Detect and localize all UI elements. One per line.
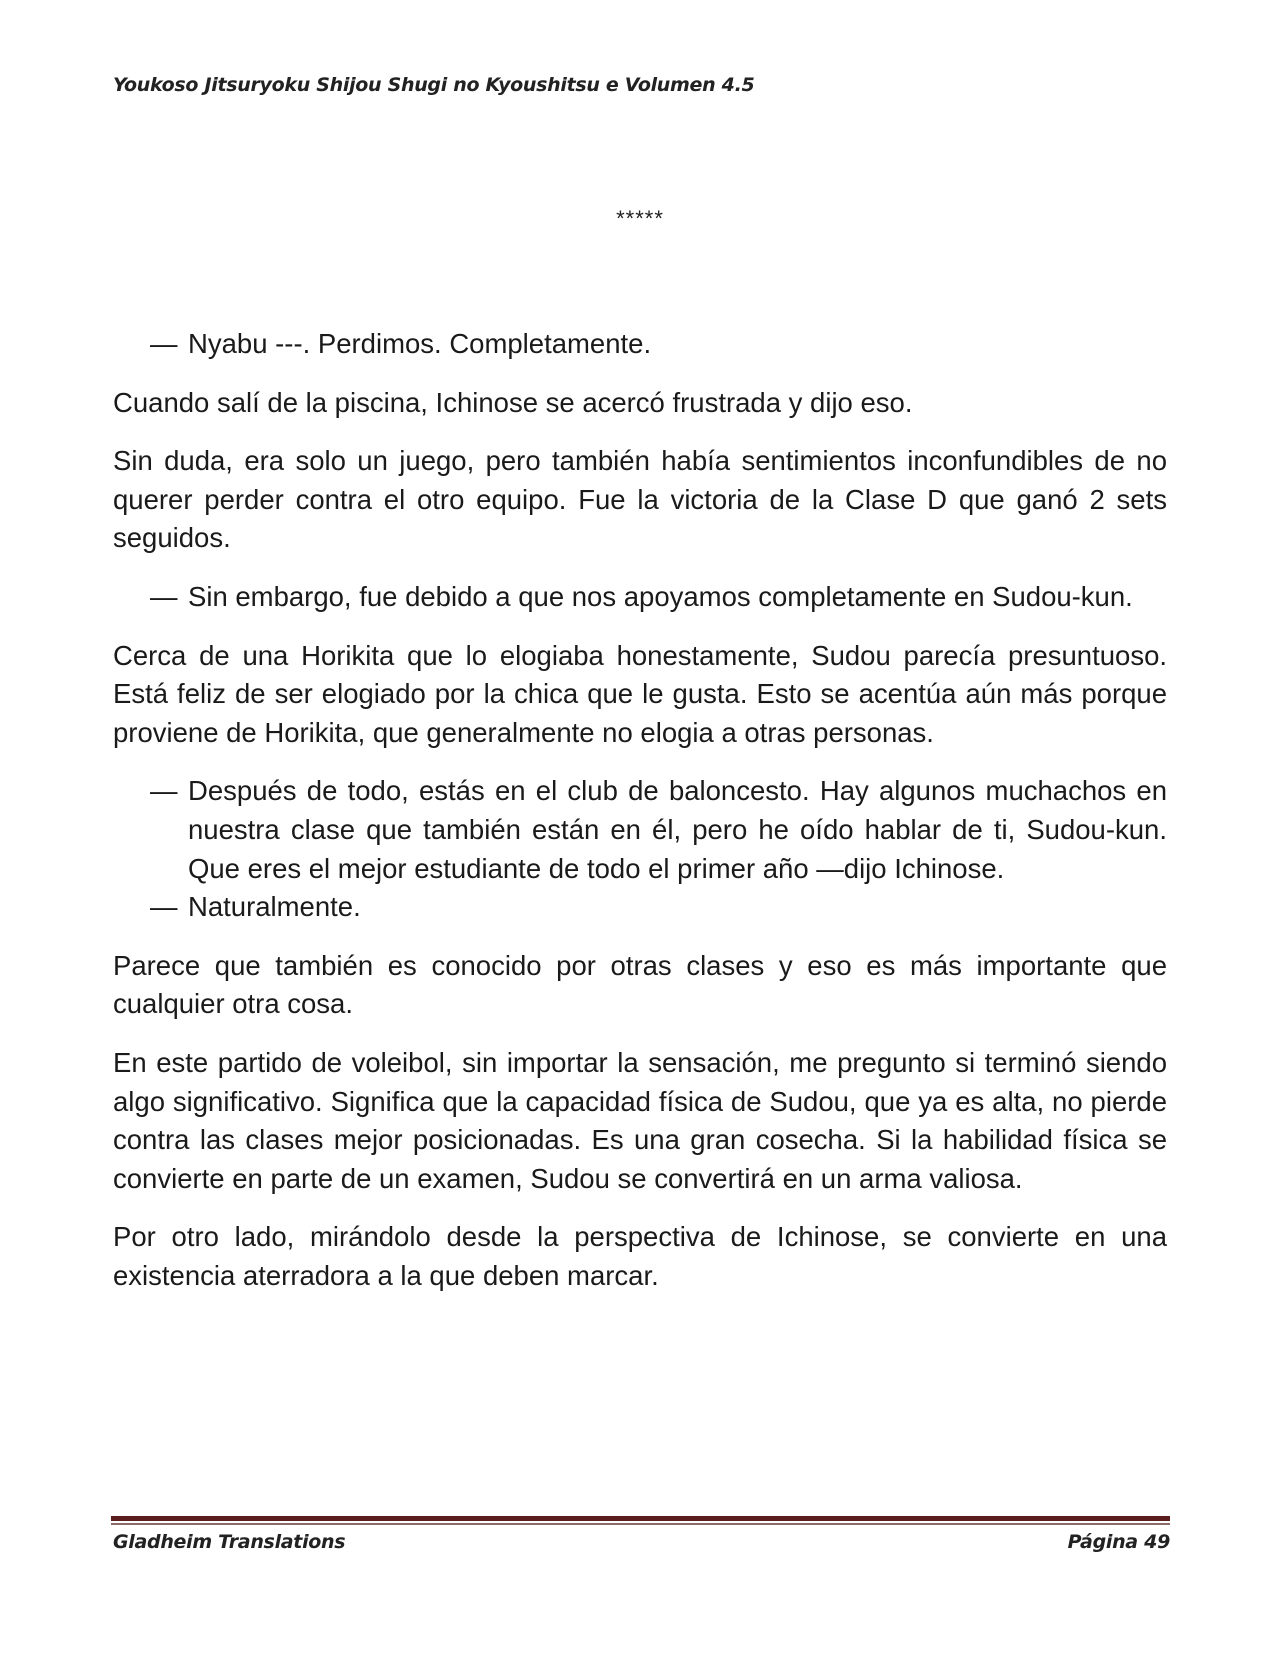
- dialogue-line: [113, 772, 1167, 888]
- dialogue-text: Nyabu ---. Perdimos. Completamente.: [188, 328, 652, 359]
- dialogue-line: [113, 888, 1167, 927]
- dialogue-text: Naturalmente.: [188, 891, 361, 923]
- footer-rule-thin: [111, 1523, 1170, 1525]
- paragraph: Por otro lado, mirándolo desde la perspectiva de Ichinose, se convierte en una existencia aterradora a la que deben marcar.: [113, 1221, 1167, 1291]
- dialogue-line: [113, 325, 1167, 364]
- paragraph: Parece que también es conocido por otras clases y eso es más importante que cualquier otra cosa.: [113, 949, 1167, 1020]
- footer-credit: Gladheim Translations: [113, 1531, 346, 1553]
- dialogue-dash: —: [150, 891, 178, 923]
- dialogue-dash: —: [150, 580, 178, 612]
- dialogue-text: Después de todo, estás en el club de baloncesto. Hay algunos muchachos en nuestra clase que también están en él, pero he oído hablar de ti, Sudou-kun. Que eres el mejor estudiante de todo el primer año —dijo Ichinose.: [188, 775, 1167, 884]
- dialogue-line: [113, 578, 1167, 617]
- footer-rule: [111, 1516, 1170, 1521]
- dialogue-text: Sin embargo, fue debido a que nos apoyamos completamente en Sudou-kun.: [188, 580, 1133, 612]
- running-header-title: Youkoso Jitsuryoku Shijou Shugi no Kyoushitsu e Volumen 4.5: [113, 74, 755, 96]
- paragraph: Sin duda, era solo un juego, pero también había sentimientos inconfundibles de no querer perder contra el otro equipo. Fue la victoria de la Clase D que ganó 2 sets seguidos.: [113, 445, 1167, 554]
- scene-separator: *****: [616, 206, 664, 231]
- page-body: [113, 325, 1167, 1315]
- dialogue-dash: —: [150, 328, 178, 359]
- page-number: Página 49: [1067, 1531, 1170, 1553]
- paragraph: En este partido de voleibol, sin importar la sensación, me pregunto si terminó siendo algo significativo. Significa que la capacidad física de Sudou, que ya es alta, no pierde contra las clases mejor posicionadas. Es una gran cosecha. Si la habilidad física se convierte en parte de un examen, Sudou se convertirá en un arma valiosa.: [113, 1046, 1167, 1194]
- paragraph: Cuando salí de la piscina, Ichinose se acercó frustrada y dijo eso.: [113, 386, 913, 418]
- dialogue-dash: —: [150, 775, 178, 807]
- paragraph: Cerca de una Horikita que lo elogiaba honestamente, Sudou parecía presuntuoso. Está feliz de ser elogiado por la chica que le gusta. Esto se acentúa aún más porque proviene de Horikita, que generalmente no elogia a otras personas.: [113, 639, 1167, 748]
